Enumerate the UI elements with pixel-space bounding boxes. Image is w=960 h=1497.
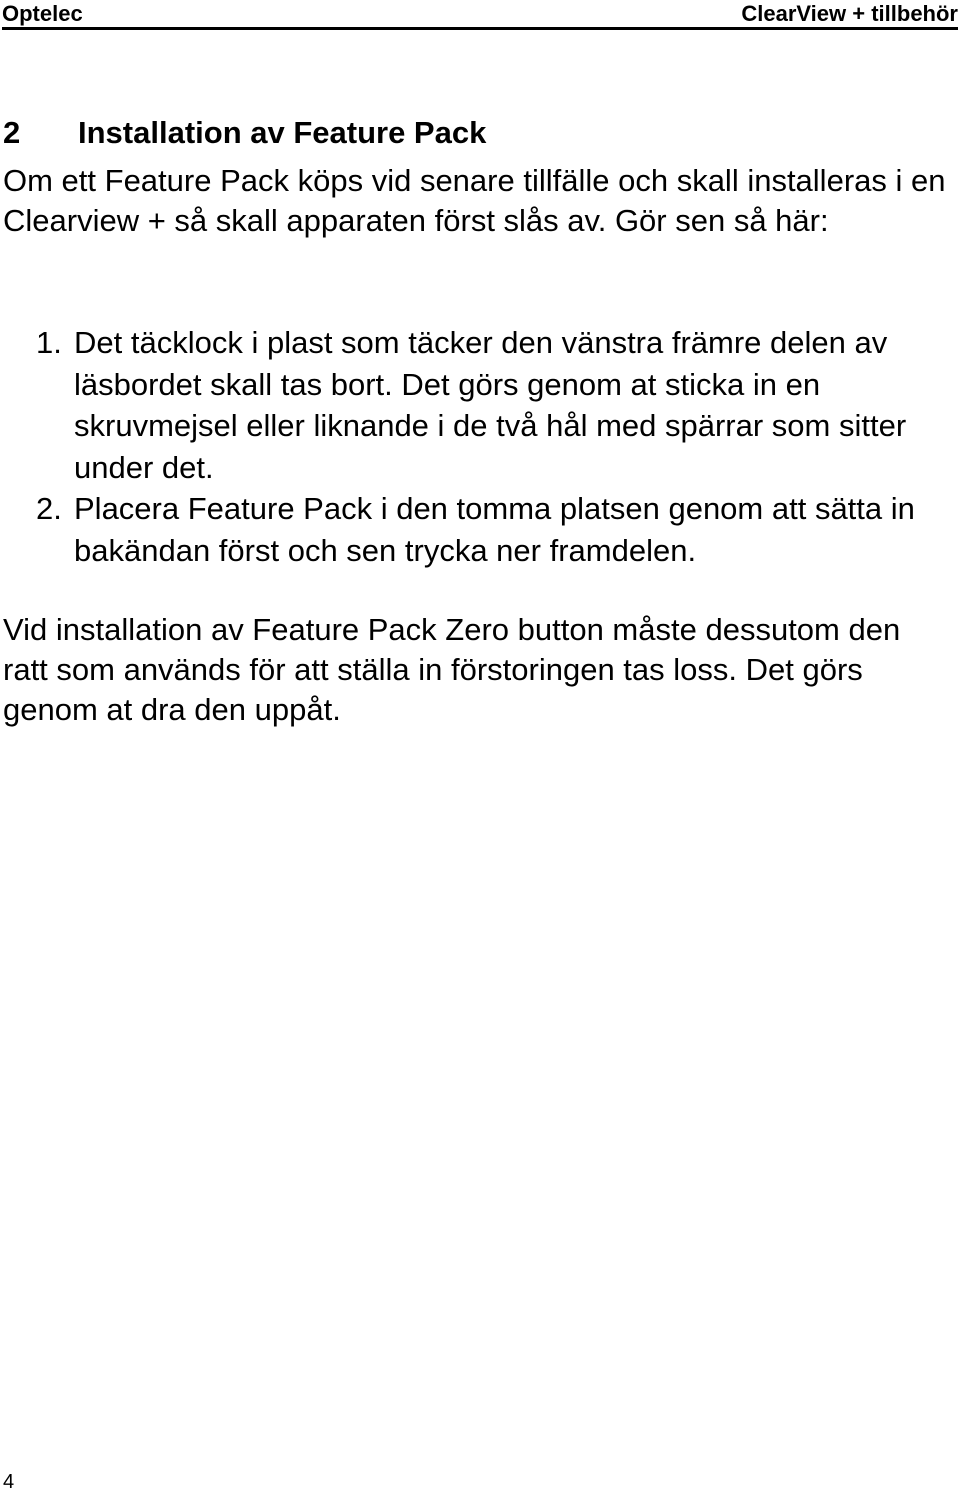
section-number: 2 — [3, 115, 21, 150]
page-number: 4 — [3, 1471, 15, 1493]
step-item — [36, 322, 956, 488]
note-paragraph: Vid installation av Feature Pack Zero button måste dessutom den ratt som används för att ställa in förstoringen tas loss. Det görs genom at dra den uppåt. — [3, 612, 901, 727]
step-text: Det täcklock i plast som täcker den vänstra främre delen av läsbordet skall tas bort. Det görs genom at sticka in en skruvmejsel eller liknande i de två hål med spärrar som sitter under det. — [74, 325, 907, 485]
step-number: 2. — [36, 491, 62, 526]
step-number: 1. — [36, 325, 62, 360]
header-document-title: ClearView + tillbehör — [741, 1, 958, 26]
header-brand: Optelec — [2, 1, 83, 26]
step-item — [36, 488, 956, 571]
page-header — [2, 0, 958, 30]
step-text: Placera Feature Pack i den tomma platsen genom att sätta in bakändan först och sen trycka ner framdelen. — [74, 491, 915, 568]
intro-paragraph: Om ett Feature Pack köps vid senare tillfälle och skall installeras i en Clearview + så skall apparaten först slås av. Gör sen så här: — [3, 163, 946, 238]
section-heading — [3, 113, 486, 153]
section-title: Installation av Feature Pack — [78, 115, 487, 150]
installation-steps — [36, 322, 956, 571]
